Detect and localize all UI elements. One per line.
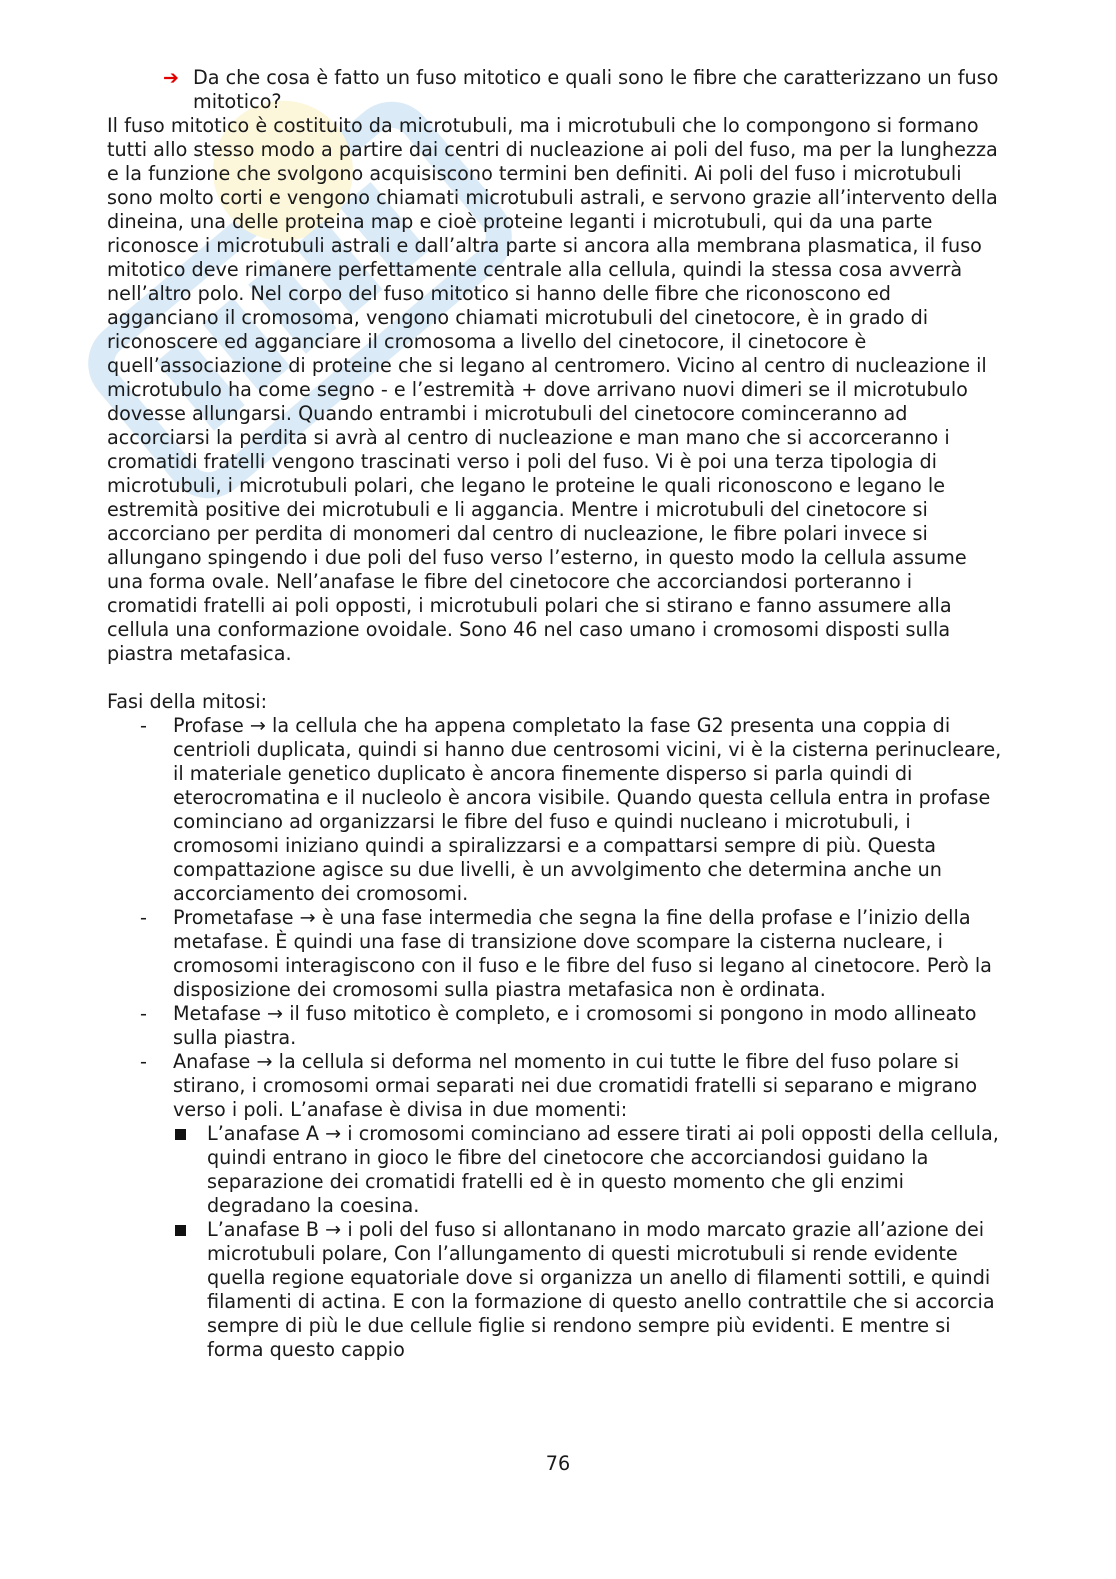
sub-list	[173, 1122, 1007, 1362]
dash-bullet-icon: -	[140, 714, 147, 737]
sub-item-text: L’anafase A → i cromosomi cominciano ad essere tirati ai poli opposti della cellula, quindi entrano in gioco le fibre del cinetocore che accorciandosi guidano la separazione dei cromatidi fratelli ed è in questo momento che gli enzimi degradano la coesina.	[207, 1122, 999, 1217]
list-item	[107, 1002, 1007, 1050]
list-item	[107, 906, 1007, 1002]
dash-bullet-icon: -	[140, 1050, 147, 1073]
phase-list	[107, 714, 1007, 1362]
red-arrow-icon: ➔	[163, 67, 179, 89]
sub-item-text: L’anafase B → i poli del fuso si allontanano in modo marcato grazie all’azione dei microtubuli polare, Con l’allungamento di questi microtubuli si rende evidente quella regione equatoriale dove si organizza un anello di filamenti sottili, e quindi filamenti di actina. E con la formazione di questo anello contrattile che si accorcia sempre di più le due cellule figlie si rendono sempre più evidenti. E mentre si forma questo cappio	[207, 1218, 995, 1361]
body-paragraph: Il fuso mitotico è costituito da microtubuli, ma i microtubuli che lo compongono si formano tutti allo stesso modo a partire dai centri di nucleazione ai poli del fuso, ma per la lunghezza e la funzione che svolgono acquisiscono termini ben definiti. Ai poli del fuso i microtubuli sono molto corti e vengono chiamati microtubuli astrali, e servono grazie all’intervento della dineina, una delle proteina map e cioè proteine leganti i microtubuli, qui da una parte riconosce i microtubuli astrali e dall’altra parte si ancora alla membrana plasmatica, il fuso mitotico deve rimanere perfettamente centrale alla cellula, quindi la stessa cosa avverrà nell’altro polo. Nel corpo del fuso mitotico si hanno delle fibre che riconoscono ed agganciano il cromosoma, vengono chiamati microtubuli del cinetocore, è in grado di riconoscere ed agganciare il cromosoma a livello del cinetocore, il cinetocore è quell’associazione di proteine che si legano al centromero. Vicino al centro di nucleazione il microtubulo ha come segno - e l’estremità + dove arrivano nuovi dimeri se il microtubulo dovesse allungarsi. Quando entrambi i microtubuli del cinetocore cominceranno ad accorciarsi la perdita si avrà al centro di nucleazione e man mano che si accorceranno i cromatidi fratelli vengono trascinati verso i poli del fuso. Vi è poi una terza tipologia di microtubuli, i microtubuli polari, che legano le proteine le quali riconoscono e legano le estremità positive dei microtubuli e li aggancia. Mentre i microtubuli del cinetocore si accorciano per perdita di monomeri dal centro di nucleazione, le fibre polari invece si allungano spingendo i due poli del fuso verso l’esterno, in questo modo la cellula assume una forma ovale. Nell’anafase le fibre del cinetocore che accorciandosi porteranno i cromatidi fratelli ai poli opposti, i microtubuli polari che si stirano e fanno assumere alla cellula una conformazione ovoidale. Sono 46 nel caso umano i cromosomi disposti sulla piastra metafasica.	[107, 114, 998, 665]
spacer	[107, 666, 1007, 690]
page-number: 76	[545, 1452, 571, 1475]
document-page	[107, 66, 1007, 1362]
phase-text: Metafase → il fuso mitotico è completo, e i cromosomi si pongono in modo allineato sulla piastra.	[173, 1002, 977, 1049]
dash-bullet-icon: -	[140, 906, 147, 929]
sub-list-item	[173, 1122, 1007, 1218]
square-bullet-icon	[173, 1122, 207, 1218]
phase-text: Profase → la cellula che ha appena completato la fase G2 presenta una coppia di centrioli duplicata, quindi si hanno due centrosomi vicini, vi è la cisterna perinucleare, il materiale genetico duplicato è ancora finemente disperso si parla quindi di eterocromatina e il nucleolo è ancora visibile. Quando questa cellula entra in profase cominciano ad organizzarsi le fibre del fuso e quindi nucleano i microtubuli, i cromosomi iniziano quindi a spiralizzarsi e a compattarsi sempre di più. Questa compattazione agisce su due livelli, è un avvolgimento che determina anche un accorciamento dei cromosomi.	[173, 714, 1002, 905]
sub-list-item	[173, 1218, 1007, 1362]
question-text: Da che cosa è fatto un fuso mitotico e quali sono le fibre che caratterizzano un fuso mitotico?	[193, 66, 999, 113]
list-item	[107, 1050, 1007, 1362]
phase-text: Prometafase → è una fase intermedia che segna la fine della profase e l’inizio della metafase. È quindi una fase di transizione dove scompare la cisterna nucleare, i cromosomi interagiscono con il fuso e le fibre del fuso si legano al cinetocore. Però la disposizione dei cromosomi sulla piastra metafasica non è ordinata.	[173, 906, 992, 1001]
list-item	[107, 714, 1007, 906]
dash-bullet-icon: -	[140, 1002, 147, 1025]
question-item	[107, 66, 1007, 114]
square-bullet-icon	[173, 1218, 207, 1362]
phase-text: Anafase → la cellula si deforma nel momento in cui tutte le fibre del fuso polare si stirano, i cromosomi ormai separati nei due cromatidi fratelli si separano e migrano verso i poli. L’anafase è divisa in due momenti:	[173, 1050, 978, 1121]
section-heading: Fasi della mitosi:	[107, 690, 268, 713]
